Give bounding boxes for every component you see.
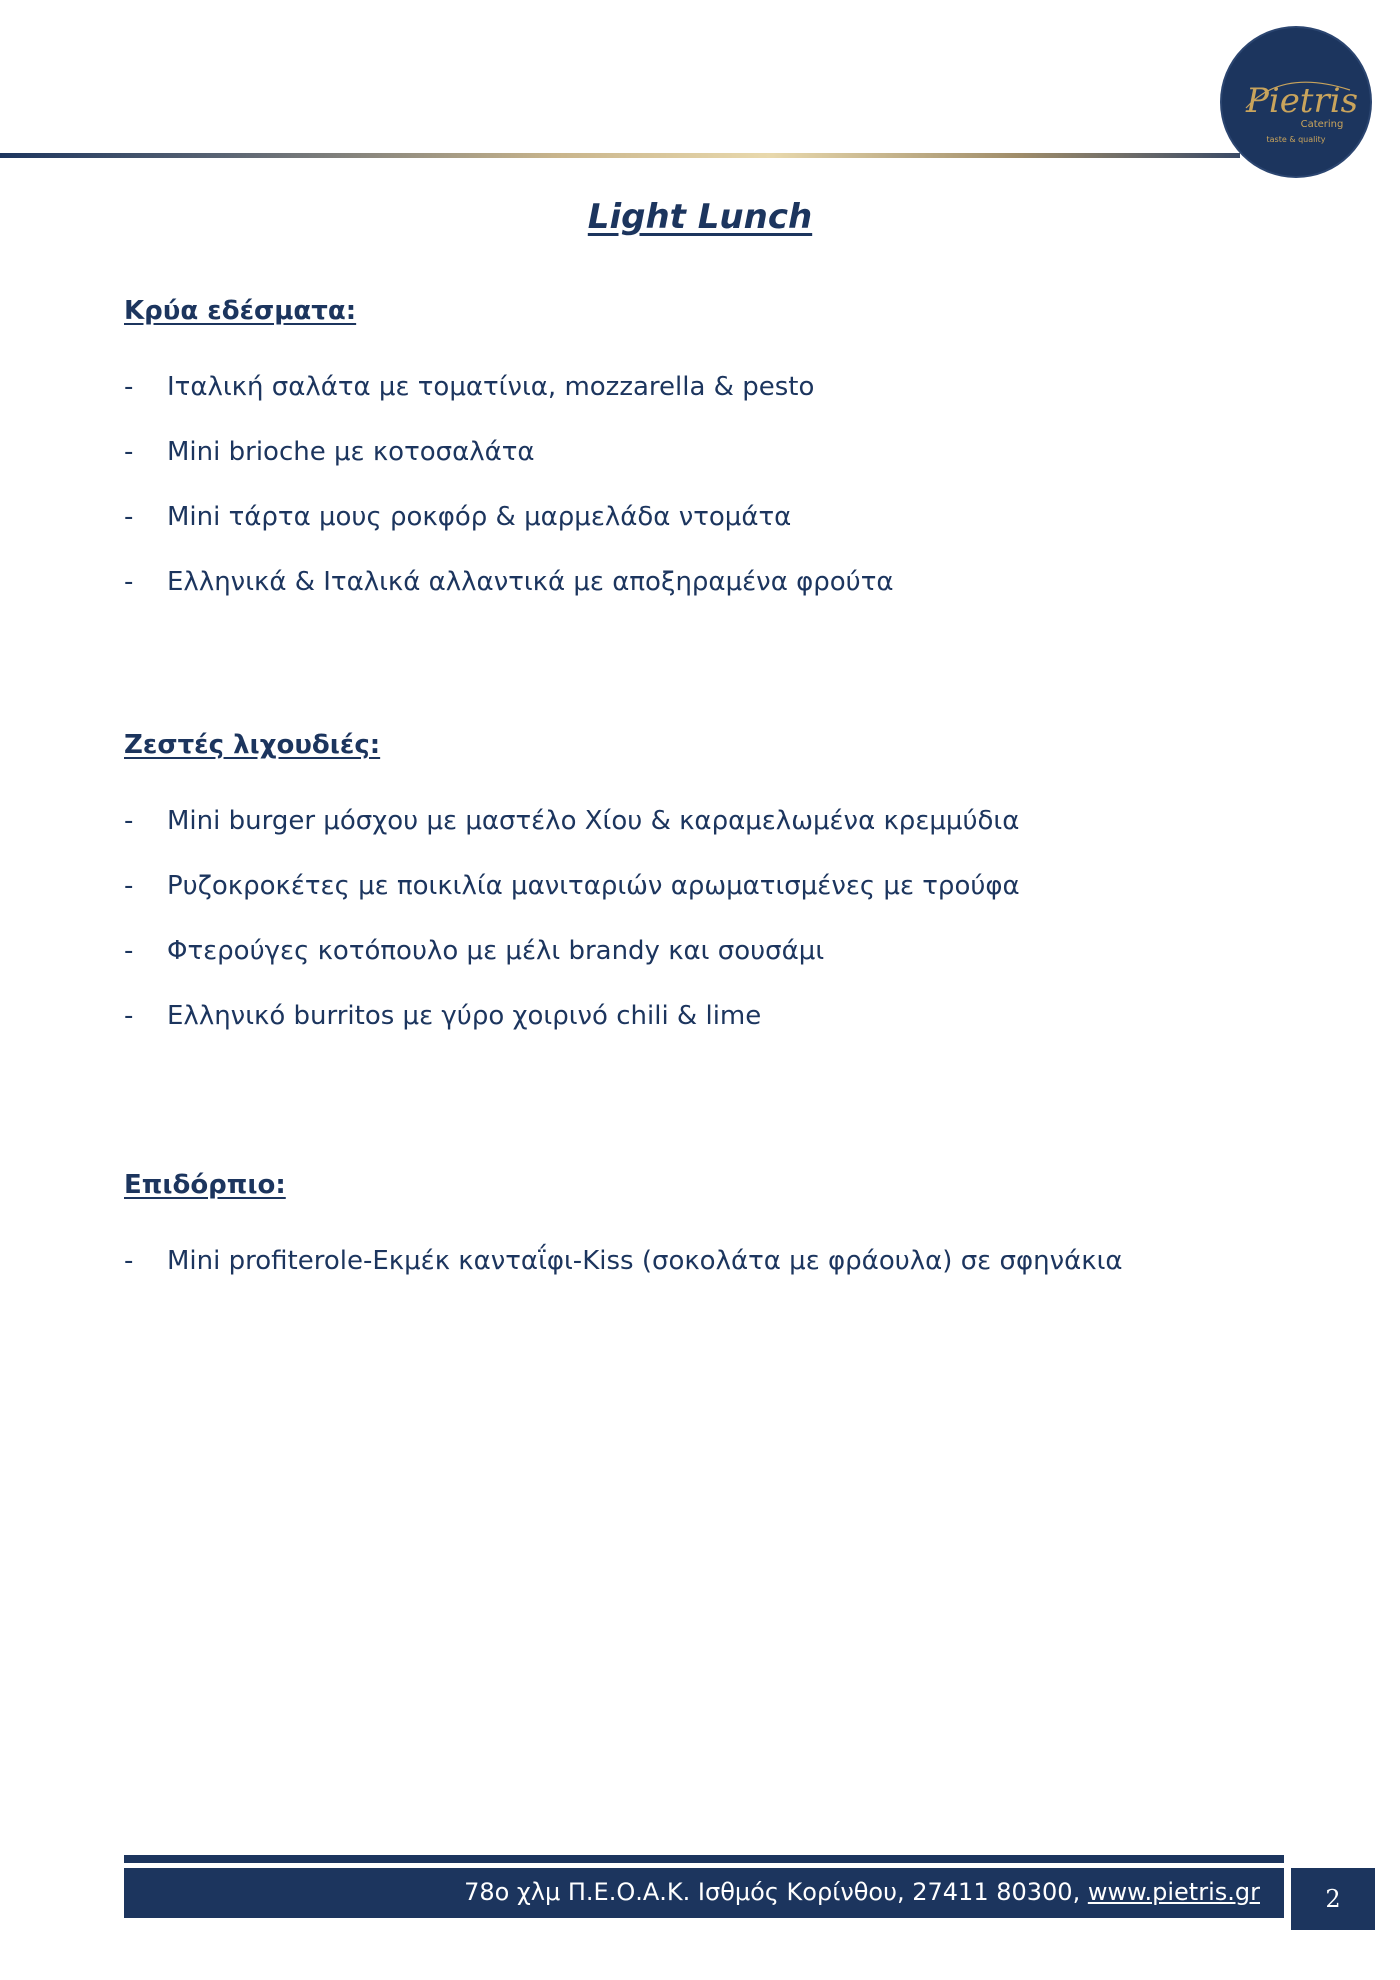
menu-item-text: Φτερούγες κοτόπουλο με μέλι brandy και σουσάμι xyxy=(167,936,825,966)
menu-list xyxy=(124,804,1274,1064)
bullet-dash: - xyxy=(124,372,134,402)
section-heading: Επιδόρπιο: xyxy=(124,1170,286,1200)
bullet-dash: - xyxy=(124,502,134,532)
logo-sub: Catering xyxy=(1300,119,1344,130)
menu-item-text: Mini τάρτα μους ροκφόρ & μαρμελάδα ντομάτα xyxy=(167,502,792,532)
logo-tagline: taste & quality xyxy=(1266,135,1326,144)
menu-item xyxy=(124,804,1274,869)
menu-item xyxy=(124,934,1274,999)
bullet-dash: - xyxy=(124,871,134,901)
menu-item-text: Mini profiterole-Εκμέκ κανταΐφι-Kiss (σοκολάτα με φράουλα) σε σφηνάκια xyxy=(167,1246,1123,1276)
document-title: Light Lunch xyxy=(587,197,813,237)
menu-item-text: Mini burger μόσχου με μαστέλο Χίου & καραμελωμένα κρεμμύδια xyxy=(167,806,1020,836)
menu-item xyxy=(124,869,1274,934)
bullet-dash: - xyxy=(124,806,134,836)
bullet-dash: - xyxy=(124,437,134,467)
footer-rule xyxy=(124,1855,1284,1863)
menu-item xyxy=(124,565,1274,630)
menu-item-text: Ρυζοκροκέτες με ποικιλία μανιταριών αρωματισμένες με τρούφα xyxy=(167,871,1020,901)
header-gradient-line xyxy=(0,153,1240,158)
section-cold-dishes xyxy=(124,296,1274,630)
menu-item-text: Ιταλική σαλάτα με τοματίνια, mozzarella & pesto xyxy=(167,372,815,402)
menu-item-text: Ελληνικά & Ιταλικά αλλαντικά με αποξηραμένα φρούτα xyxy=(167,567,894,597)
menu-list xyxy=(124,370,1274,630)
menu-item-text: Ελληνικό burritos με γύρο χοιρινό chili & lime xyxy=(167,1001,762,1031)
bullet-dash: - xyxy=(124,567,134,597)
page-number: 2 xyxy=(1291,1868,1375,1930)
menu-item xyxy=(124,370,1274,435)
website-link[interactable]: www.pietris.gr xyxy=(1087,1878,1260,1906)
menu-item-text: Mini brioche με κοτοσαλάτα xyxy=(167,437,535,467)
section-dessert xyxy=(124,1170,1274,1309)
section-heading: Κρύα εδέσματα: xyxy=(124,296,357,326)
section-heading: Ζεστές λιχουδιές: xyxy=(124,730,381,760)
section-hot-dishes xyxy=(124,730,1274,1064)
logo-name: Pietris xyxy=(1245,81,1359,121)
menu-item xyxy=(124,500,1274,565)
menu-item xyxy=(124,435,1274,500)
bullet-dash: - xyxy=(124,1001,134,1031)
menu-item xyxy=(124,1244,1274,1309)
pietris-logo xyxy=(1222,28,1370,176)
menu-list xyxy=(124,1244,1274,1309)
footer-text xyxy=(464,1878,1260,1906)
bullet-dash: - xyxy=(124,936,134,966)
menu-item xyxy=(124,999,1274,1064)
bullet-dash: - xyxy=(124,1246,134,1276)
logo-emblem xyxy=(1222,28,1370,176)
footer-address: 78ο χλμ Π.Ε.Ο.Α.Κ. Ισθμός Κορίνθου, 27411 80300, xyxy=(464,1878,1088,1906)
footer-bar xyxy=(124,1868,1284,1918)
